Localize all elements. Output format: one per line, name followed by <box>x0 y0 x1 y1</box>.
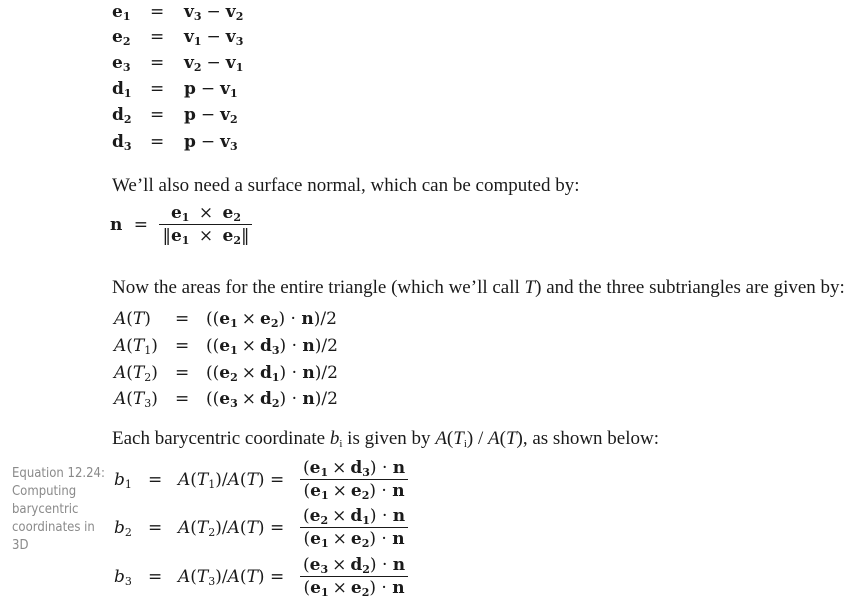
normal-fraction: $\frac{e1 \times e2}{‖e1 \times e2‖}$ <box>159 203 252 247</box>
normal-equation: n = $\frac{e1 \times e2}{‖e1 \times e2‖}$ <box>110 203 252 247</box>
barycentric-fraction: $\frac{(e1 \times d3) \cdot n}{(e1 \times e2) \cdot n}$ <box>300 458 408 502</box>
paragraph-surface-normal: We’ll also need a surface normal, which can be computed by: <box>112 175 580 196</box>
equation-caption: Equation 12.24: Computing barycentric coordinates in 3D <box>12 466 105 553</box>
barycentric-fraction: $\frac{(e3 \times d2) \cdot n}{(e1 \times e2) \cdot n}$ <box>300 555 408 599</box>
barycentric-fraction: $\frac{(e2 \times d1) \cdot n}{(e1 \times e2) \cdot n}$ <box>300 506 408 550</box>
paragraph-areas: Now the areas for the entire triangle (which we’ll call T) and the three subtriangles are given by: <box>112 277 845 298</box>
paragraph-barycentric: Each barycentric coordinate $b_i$ is given by $A(T_i) / A(T)$, as shown below: <box>112 428 659 450</box>
